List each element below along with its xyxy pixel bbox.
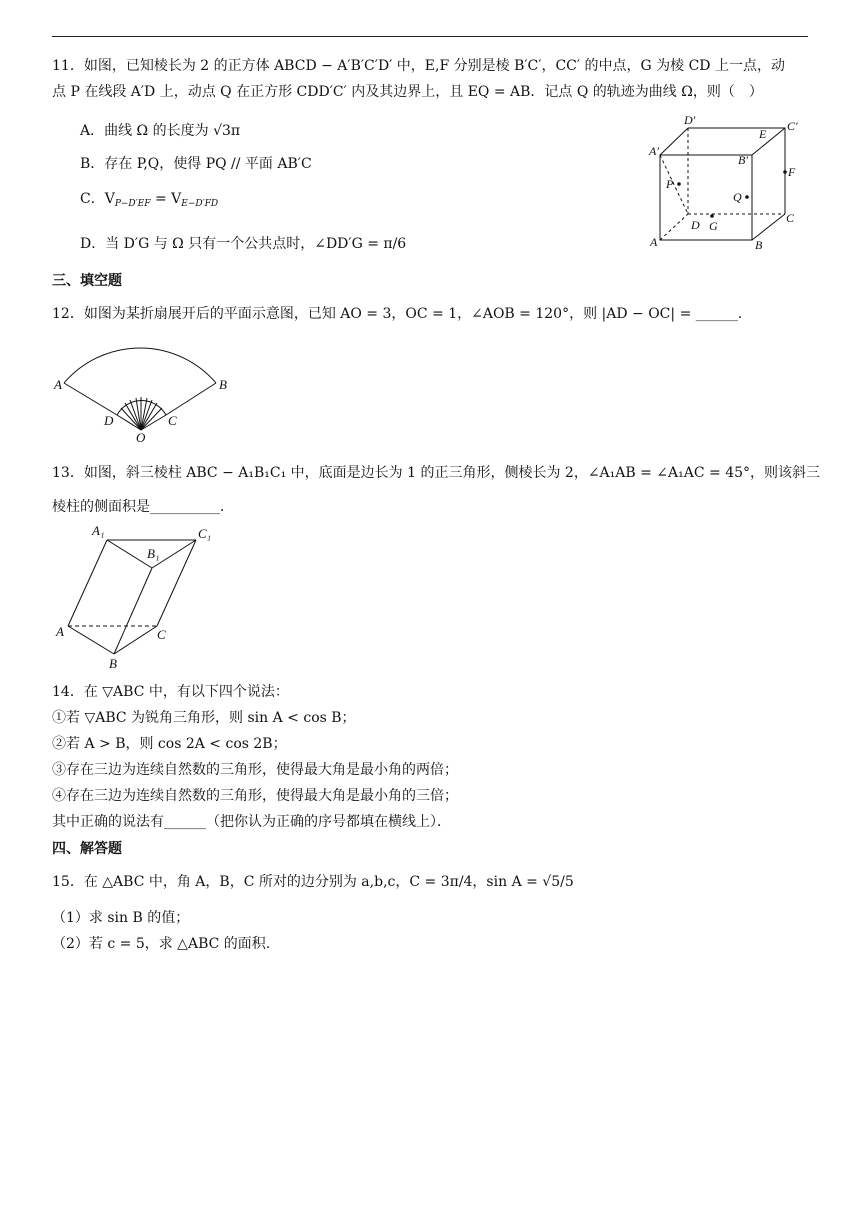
- q14-statement-4: ④存在三边为连续自然数的三角形，使得最大角是最小角的三倍；: [52, 788, 458, 804]
- q14-answer-line: 其中正确的说法有______（把你认为正确的序号都填在横线上）．: [52, 814, 451, 830]
- label-Bp: B′: [738, 153, 748, 167]
- section-fill-in-heading: 三、填空题: [52, 273, 122, 289]
- prism-label-C: C: [157, 627, 166, 642]
- label-D: D: [691, 218, 700, 232]
- label-E: E: [759, 127, 767, 141]
- prism-label-C1: C₁: [198, 526, 212, 541]
- cube-edge-ApDp: [660, 128, 688, 155]
- fan-label-B: B: [219, 377, 227, 392]
- q11-option-c-sub1: P−D′EF: [114, 199, 151, 209]
- prism-label-B1: B₁: [147, 546, 160, 561]
- q14-statement-2: ②若 A > B，则 cos 2A < cos 2B；: [52, 736, 287, 752]
- top-rule: [52, 36, 808, 37]
- q14-line1: 14．在 ▽ABC 中，有以下四个说法：: [52, 684, 289, 700]
- cube-hidden-edge-AD: [660, 214, 688, 240]
- q12-fan-figure: [50, 330, 240, 448]
- q11-option-c-prefix: C．V: [80, 191, 115, 207]
- q11-option-c-mid: = V: [150, 191, 182, 207]
- label-Cp: C′: [787, 119, 798, 133]
- q14-statement-1: ①若 ▽ABC 为锐角三角形，则 sin A < cos B；: [52, 710, 356, 726]
- q11-cube-figure: [640, 112, 810, 254]
- fan-label-O: O: [136, 430, 146, 445]
- section-answer-heading: 四、解答题: [52, 841, 122, 857]
- q13-line1: 13．如图，斜三棱柱 ABC − A₁B₁C₁ 中，底面是边长为 1 的正三角形，侧棱长为 2，∠A₁AB = ∠A₁AC = 45°，则该斜三: [52, 465, 821, 481]
- cube-edge-BpCp: [752, 128, 785, 155]
- cube-hidden-edge-ApD: [660, 155, 688, 214]
- fan-label-C: C: [168, 413, 177, 428]
- point-P: [677, 182, 681, 186]
- prism-label-A1: A₁: [92, 523, 105, 538]
- label-A: A: [650, 235, 658, 249]
- q11-line2: 点 P 在线段 A′D 上，动点 Q 在正方形 CDD′C′ 内及其边界上，且 EQ = AB．记点 Q 的轨迹为曲线 Ω，则（ ）: [52, 84, 763, 100]
- label-F: F: [788, 165, 796, 179]
- q15-part1: （1）求 sin B 的值；: [52, 910, 190, 926]
- prism-label-A: A: [56, 624, 64, 639]
- fan-outer-arc: [64, 348, 216, 383]
- fan-edge-BC: [166, 383, 216, 415]
- prism-edge-AA1: [68, 540, 107, 626]
- point-Q: [745, 195, 749, 199]
- label-B: B: [755, 238, 763, 252]
- prism-edge-AB: [68, 626, 114, 654]
- q11-option-a: A．曲线 Ω 的长度为 √3π: [80, 123, 241, 139]
- prism-edge-A1B1: [107, 540, 152, 568]
- point-F: [783, 170, 787, 174]
- q11-option-c: [80, 190, 218, 213]
- fan-edge-AD: [64, 383, 117, 415]
- label-Q: Q: [733, 190, 742, 204]
- point-G: [710, 214, 714, 218]
- q11-option-b: B．存在 P,Q，使得 PQ // 平面 AB′C: [80, 156, 312, 172]
- prism-label-B: B: [109, 656, 117, 671]
- fan-label-D: D: [104, 413, 114, 428]
- cube-edge-BC: [752, 214, 785, 240]
- label-Dp: D′: [684, 113, 696, 127]
- q14-statement-3: ③存在三边为连续自然数的三角形，使得最大角是最小角的两倍；: [52, 762, 458, 778]
- label-P: P: [666, 177, 674, 191]
- fan-label-A: A: [54, 377, 62, 392]
- label-Ap: A′: [649, 144, 659, 158]
- q12-text: 12．如图为某折扇展开后的平面示意图，已知 AO = 3，OC = 1，∠AOB = 120°，则 |AD − OC| = ______．: [52, 306, 752, 322]
- q11-option-c-sub2: E−D′FD: [181, 199, 219, 209]
- label-G: G: [709, 219, 718, 233]
- q15-part2: （2）若 c = 5，求 △ABC 的面积.: [52, 936, 271, 952]
- q15-line1: 15．在 △ABC 中，角 A，B，C 所对的边分别为 a,b,c，C = 3π/4，sin A = √5/5: [52, 874, 574, 890]
- label-C: C: [786, 211, 795, 225]
- q11-option-d: D．当 D′G 与 Ω 只有一个公共点时，∠DD′G = π/6: [80, 236, 407, 252]
- q13-line2: 棱柱的侧面积是__________．: [52, 499, 234, 515]
- q13-prism-figure: [52, 518, 222, 673]
- q11-line1: 11．如图，已知棱长为 2 的正方体 ABCD − A′B′C′D′ 中，E,F 分别是棱 B′C′，CC′ 的中点，G 为棱 CD 上一点，动: [52, 58, 785, 74]
